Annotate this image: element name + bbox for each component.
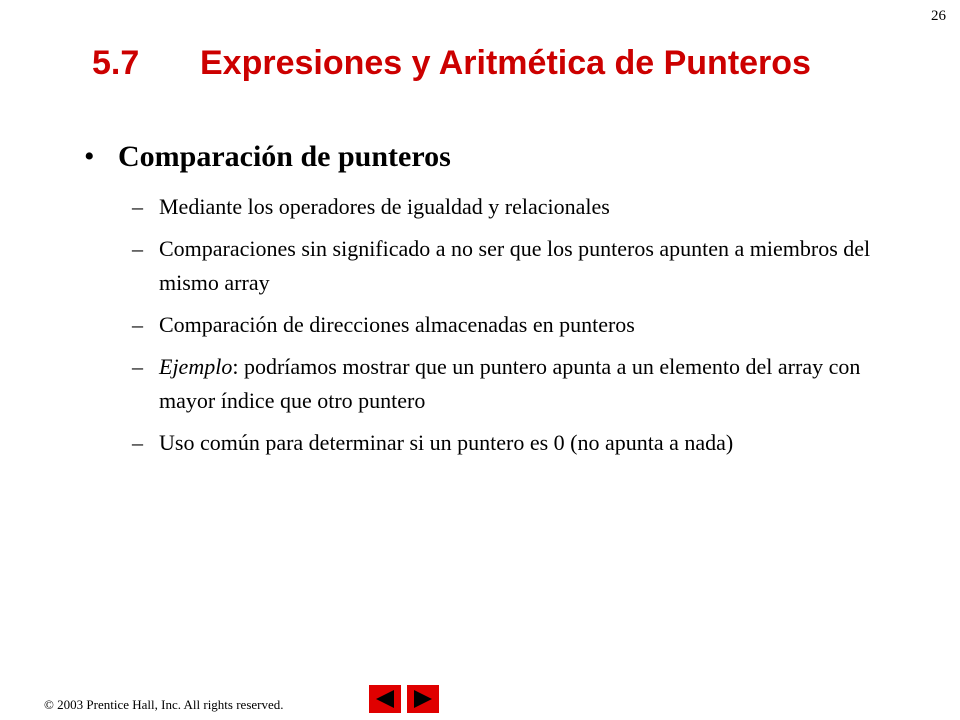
dash-marker: – bbox=[132, 354, 143, 379]
sub-bullet-list bbox=[132, 190, 872, 468]
example-label: Ejemplo bbox=[159, 354, 233, 379]
sub-bullet-text: Mediante los operadores de igualdad y relacionales bbox=[159, 194, 610, 219]
next-slide-button[interactable] bbox=[407, 685, 439, 713]
dash-marker: – bbox=[132, 236, 143, 261]
slide-title bbox=[92, 44, 811, 83]
sub-bullet-text: Comparaciones sin significado a no ser que los punteros apunten a miembros del mismo array bbox=[159, 236, 871, 295]
triangle-left-icon bbox=[374, 689, 396, 709]
example-text: : podríamos mostrar que un puntero apunta a un elemento del array con mayor índice que otro puntero bbox=[159, 354, 861, 413]
bullet-heading: Comparación de punteros bbox=[118, 140, 451, 173]
copyright-symbol: © bbox=[44, 697, 54, 712]
triangle-right-icon bbox=[412, 689, 434, 709]
dash-marker: – bbox=[132, 312, 143, 337]
sub-bullet bbox=[132, 350, 872, 418]
sub-bullet-text bbox=[159, 350, 872, 418]
sub-bullet bbox=[132, 426, 872, 460]
dash-marker: – bbox=[132, 194, 143, 219]
slide-navigation bbox=[369, 685, 439, 713]
sub-bullet bbox=[132, 190, 872, 224]
title-text: Expresiones y Aritmética de Punteros bbox=[200, 44, 811, 82]
dash-marker: – bbox=[132, 430, 143, 455]
sub-bullet-text: Comparación de direcciones almacenadas en punteros bbox=[159, 312, 635, 337]
sub-bullet bbox=[132, 232, 872, 300]
sub-bullet bbox=[132, 308, 872, 342]
page-number: 26 bbox=[931, 8, 946, 24]
copyright-footer bbox=[44, 697, 284, 713]
previous-slide-button[interactable] bbox=[369, 685, 401, 713]
sub-bullet-text: Uso común para determinar si un puntero es 0 (no apunta a nada) bbox=[159, 430, 734, 455]
bullet-point bbox=[84, 140, 451, 174]
bullet-marker: • bbox=[84, 140, 95, 173]
copyright-text: 2003 Prentice Hall, Inc. All rights reserved. bbox=[53, 697, 284, 712]
section-number: 5.7 bbox=[92, 44, 140, 82]
